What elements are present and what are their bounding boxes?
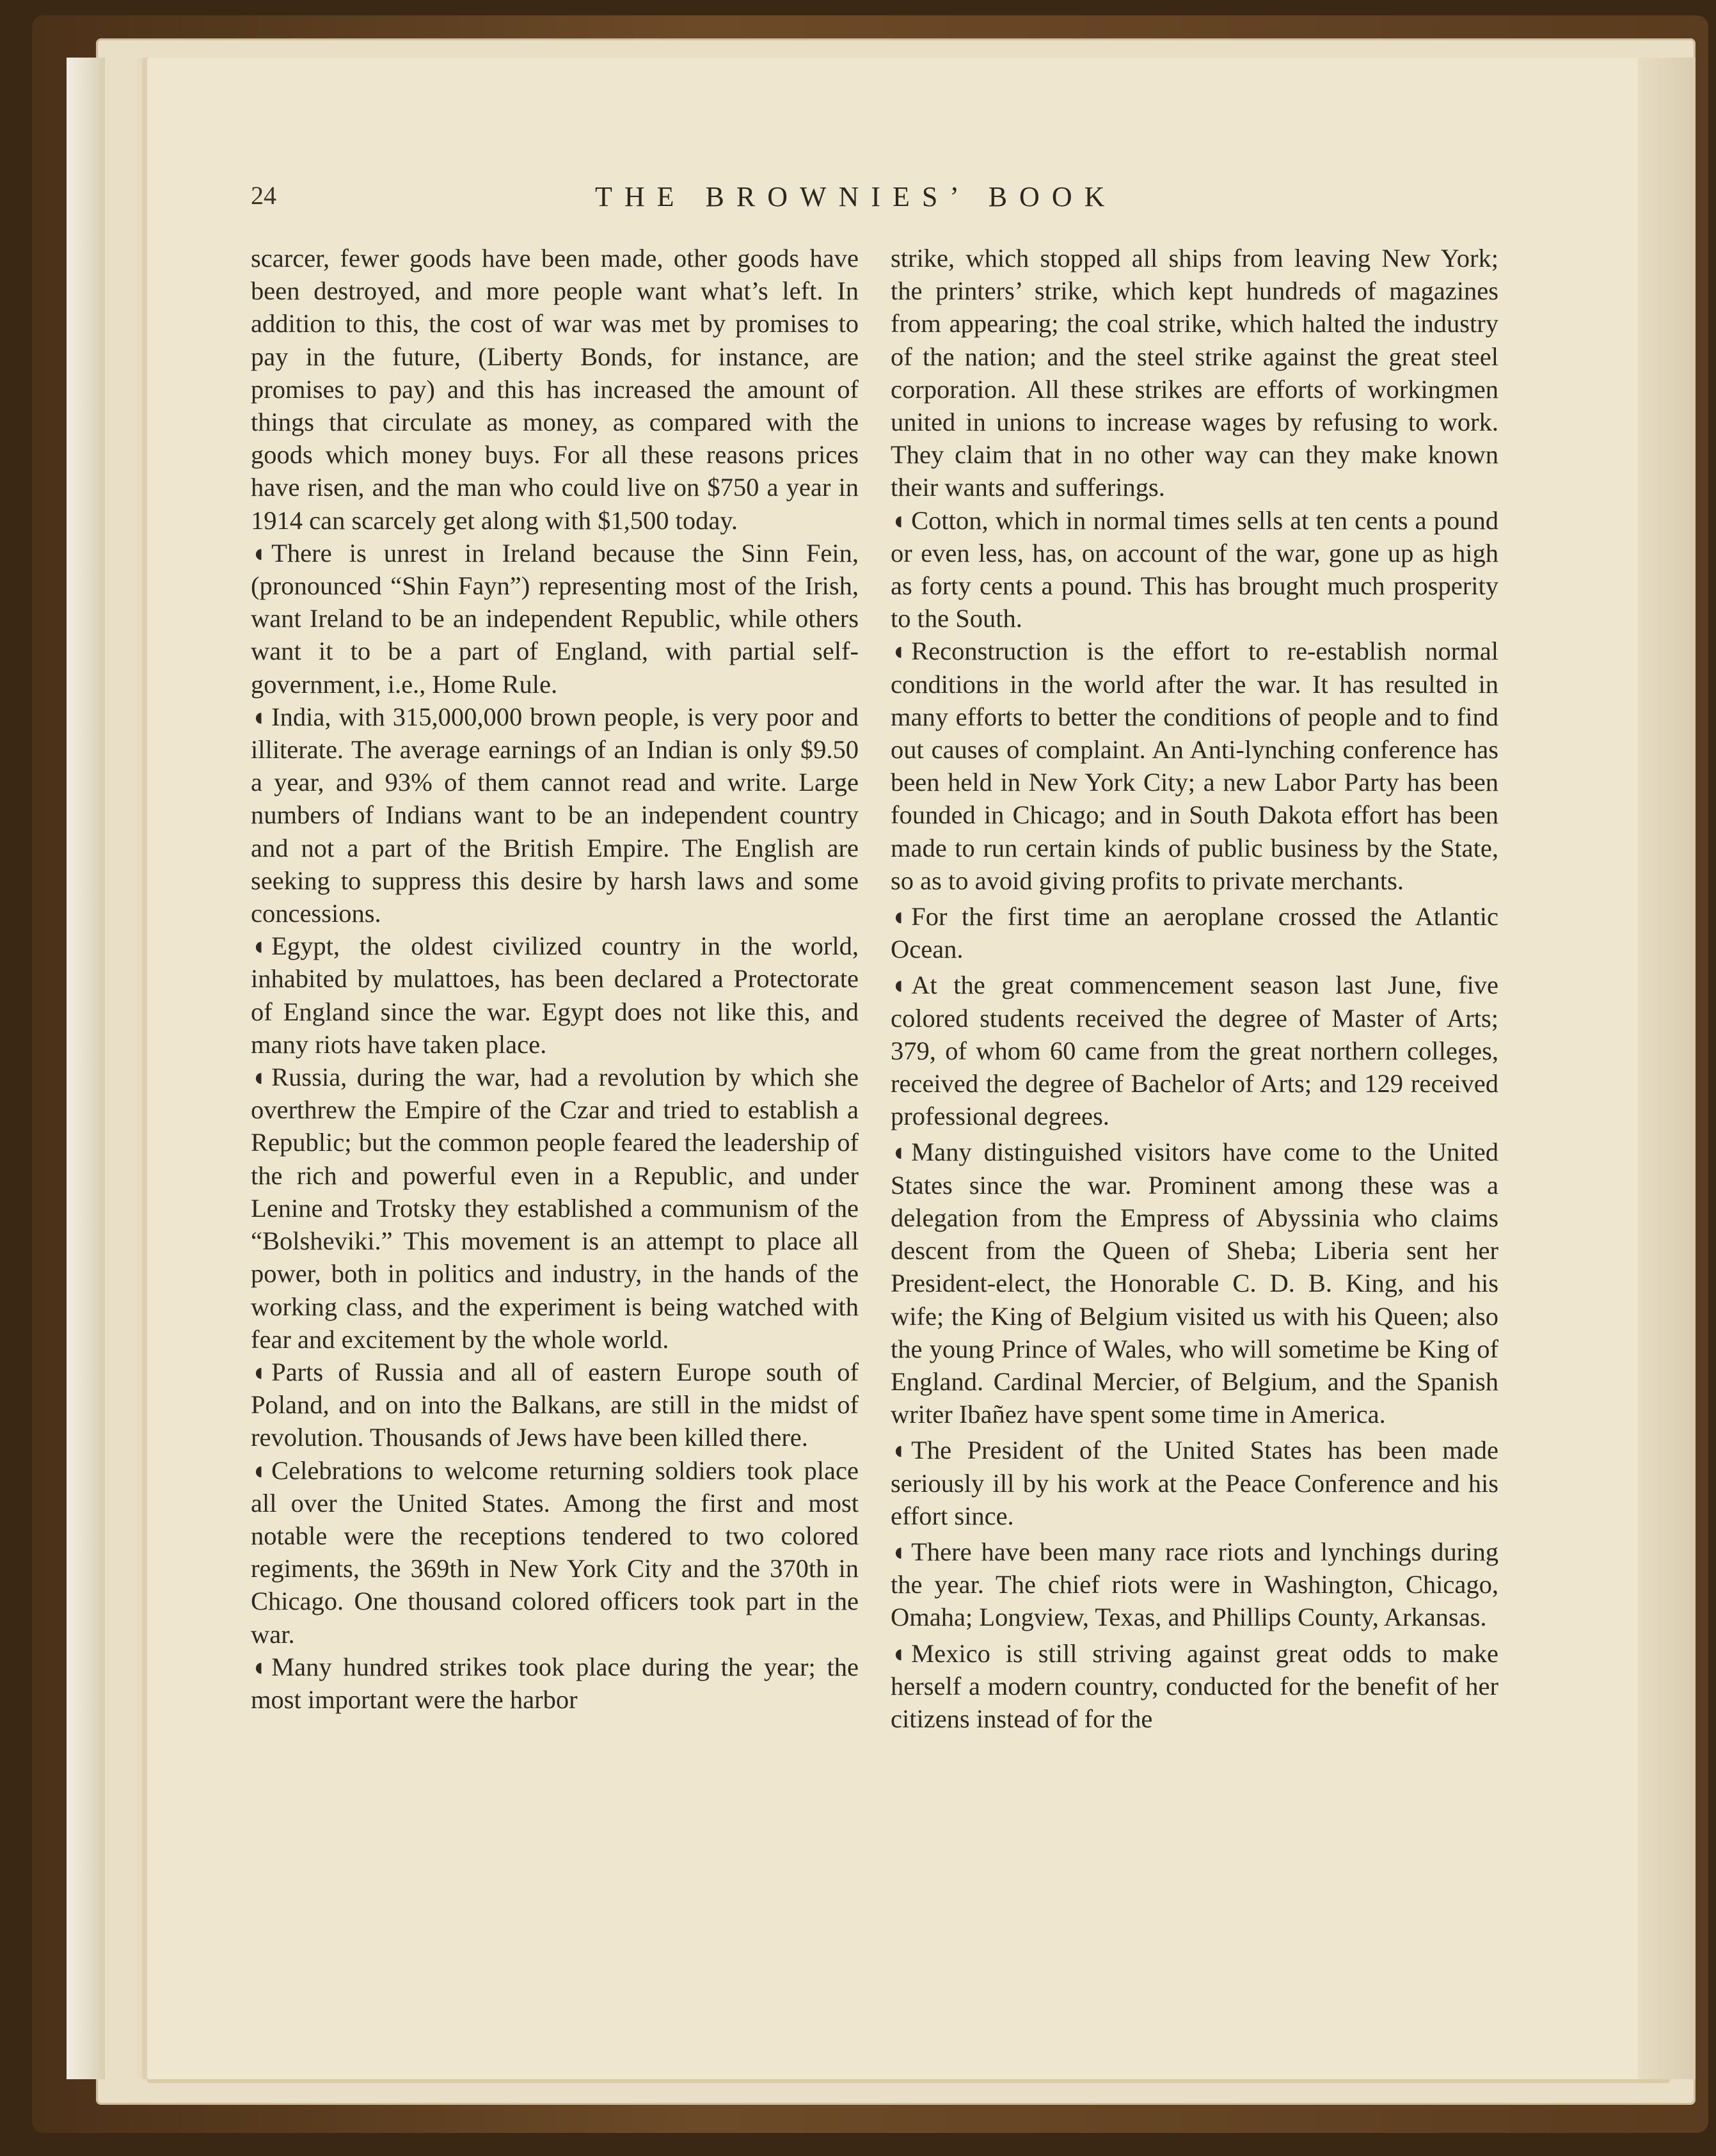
pilcrow-icon: ◖ [251, 1652, 267, 1681]
binding-gutter [1638, 58, 1696, 2079]
pilcrow-icon: ◖ [251, 702, 267, 731]
paragraph: ◖ Celebrations to welcome returning soldiers took place all over the United States. Among the first and most notable were the receptions tendered to two colored regiments, the 369th in New York City and the 370th in Chicago. One thousand colored officers took part in the war. [251, 1455, 859, 1649]
paragraph: ◖ Many distinguished visitors have come to the United States since the war. Prominent among these was a delegation from the Empress of Abyssinia who claims descent from the Queen of Sheba; Liberia sent her President-elect, the Honorable C. D. B. King, and his wife; the King of Belgium visited us with his Queen; also the young Prince of Wales, who will sometime be King of England. Cardinal Mercier, of Belgium, and the Spanish writer Ibañez have spent some time in America. [891, 1137, 1498, 1429]
pilcrow-icon: ◖ [891, 505, 907, 535]
pilcrow-icon: ◖ [891, 637, 907, 666]
paragraph: ◖ There is unrest in Ireland because the Sinn Fein, (pronounced “Shin Fayn”) representing most of the Irish, want Ireland to be an independent Republic, while others want it to be a part of England, with partial self-government, i.e., Home Rule. [251, 538, 859, 699]
running-title: THE BROWNIES’ BOOK [595, 181, 1117, 212]
page-number: 24 [251, 181, 276, 210]
pilcrow-icon: ◖ [891, 1638, 907, 1668]
paragraph: ◖ Cotton, which in normal times sells at ten cents a pound or even less, has, on account of the war, gone up as high as forty cents a pound. This has brought much prosperity to the South. [891, 505, 1498, 633]
pilcrow-icon: ◖ [891, 902, 907, 931]
paragraph: ◖ There have been many race riots and lynchings during the year. The chief riots were in Washington, Chicago, Omaha; Longview, Texas, and Phillips County, Arkansas. [891, 1537, 1498, 1632]
paragraph: ◖ Mexico is still striving against great odds to make herself a modern country, conducted for the benefit of her citizens instead of for the [891, 1638, 1498, 1733]
paragraph: strike, which stopped all ships from leaving New York; the printers’ strike, which kept hundreds of magazines from appearing; the coal strike, which halted the industry of the nation; and the steel strike against the great steel corporation. All these strikes are efforts of workingmen united in unions to increase wages by refusing to work. They claim that in no other way can they make known their wants and sufferings. [891, 244, 1498, 502]
pilcrow-icon: ◖ [251, 538, 267, 567]
page-edge-strip [67, 58, 105, 2079]
paragraph: ◖ Parts of Russia and all of eastern Europe south of Poland, and on into the Balkans, are still in the midst of revolution. Thousands of Jews have been killed there. [251, 1357, 859, 1452]
paragraph: ◖ Many hundred strikes took place during the year; the most important were the harbor [251, 1652, 859, 1714]
left-column [251, 242, 859, 1716]
paragraph: ◖ For the first time an aeroplane crossed the Atlantic Ocean. [891, 902, 1498, 964]
pilcrow-icon: ◖ [251, 1357, 267, 1386]
paragraph: ◖ India, with 315,000,000 brown people, is very poor and illiterate. The average earnings of an Indian is only $9.50 a year, and 93% of them cannot read and write. Large numbers of Indians want to be an independent country and not a part of the British Empire. The English are seeking to suppress this desire by harsh laws and some concessions. [251, 702, 859, 928]
pilcrow-icon: ◖ [251, 1063, 267, 1092]
paragraph: ◖ Russia, during the war, had a revolution by which she overthrew the Empire of the Czar and tried to establish a Republic; but the common people feared the leadership of the rich and powerful even in a Republic, and under Lenine and Trotsky they established a communism of the “Bolsheviki.” This movement is an attempt to place all power, both in politics and industry, in the hands of the working class, and the experiment is being watched with fear and excitement by the whole world. [251, 1063, 859, 1354]
pilcrow-icon: ◖ [891, 971, 907, 1000]
paragraph: scarcer, fewer goods have been made, other goods have been destroyed, and more people want what’s left. In addition to this, the cost of war was met by promises to pay in the future, (Liberty Bonds, for instance, are promises to pay) and this has increased the amount of things that circulate as money, as compared with the goods which money buys. For all these reasons prices have risen, and the man who could live on $750 a year in 1914 can scarcely get along with $1,500 today. [251, 244, 859, 535]
pilcrow-icon: ◖ [891, 1137, 907, 1167]
pilcrow-icon: ◖ [891, 1436, 907, 1465]
page-header [0, 180, 1716, 219]
pilcrow-icon: ◖ [251, 1455, 267, 1485]
paragraph: ◖ Reconstruction is the effort to re-establish normal conditions in the world after the war. It has resulted in many efforts to better the conditions of people and to find out causes of complaint. An Anti-lynching conference has been held in New York City; a new Labor Party has been founded in Chicago; and in South Dakota effort has been made to run certain kinds of public business by the State, so as to avoid giving profits to private merchants. [891, 637, 1498, 895]
paragraph: ◖ The President of the United States has been made seriously ill by his work at the Peace Conference and his effort since. [891, 1436, 1498, 1530]
paragraph: ◖ Egypt, the oldest civilized country in the world, inhabited by mulattoes, has been declared a Protectorate of England since the war. Egypt does not like this, and many riots have taken place. [251, 931, 859, 1059]
pilcrow-icon: ◖ [251, 931, 267, 961]
paragraph: ◖ At the great commencement season last June, five colored students received the degree of Master of Arts; 379, of whom 60 came from the great northern colleges, received the degree of Bachelor of Arts; and 129 received professional degrees. [891, 971, 1498, 1131]
right-column [891, 242, 1498, 1735]
pilcrow-icon: ◖ [891, 1537, 907, 1566]
